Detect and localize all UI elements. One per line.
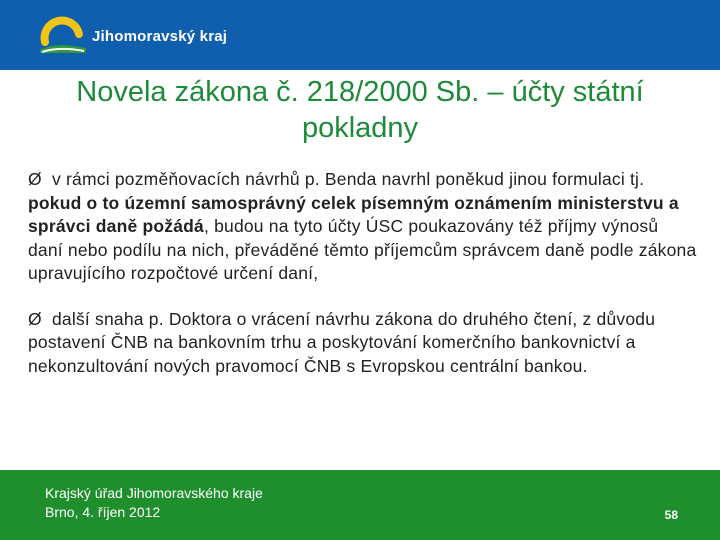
jihomoravsky-kraj-logo-icon [38, 14, 88, 54]
arrow-bullet-icon: Ø [28, 308, 42, 329]
bullet-item [28, 168, 698, 286]
slide-content [28, 168, 698, 378]
slide-title: Novela zákona č. 218/2000 Sb. – účty státní pokladny [76, 76, 644, 144]
footer-bar [0, 470, 720, 540]
bullet-text: další snaha p. Doktora o vrácení návrhu zákona do druhého čtení, z důvodu postavení ČNB na bankovním trhu a poskytování komerčního bankovnictví a nekonzultování nových pravomocí ČNB s Evropskou centrální bankou. [28, 308, 656, 376]
footer-office-name: Krajský úřad Jihomoravského kraje [45, 485, 263, 501]
bullet-bold-text: pokud o to územní samosprávný celek písemným oznámením ministerstvu a správci daně požádá [28, 192, 679, 236]
footer-date: Brno, 4. říjen 2012 [45, 504, 161, 520]
arrow-bullet-icon: Ø [28, 169, 42, 189]
page-number: 58 [664, 508, 678, 522]
bullet-text-rest: , budou na tyto účty ÚSC poukazovány též příjmy výnosů daní nebo podílu na nich, převáděné těmto příjemcům správcem daně podle zákona upravujícího rozpočtové určení daní, [28, 216, 697, 283]
bullet-item [28, 308, 698, 379]
bullet-text: v rámci pozměňovacích návrhů p. Benda navrhl poněkud jinou formulaci tj. [52, 169, 645, 189]
header-bar [0, 0, 720, 70]
brand-name: Jihomoravský kraj [92, 28, 228, 45]
